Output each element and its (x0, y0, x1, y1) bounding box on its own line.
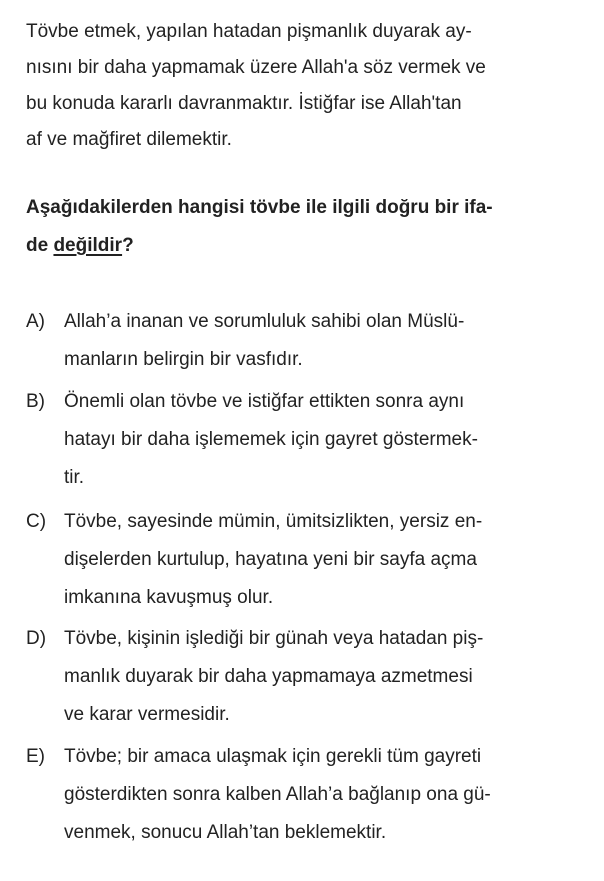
option-letter: A) (26, 311, 45, 332)
passage-line: af ve mağfiret dilemektir. (26, 129, 232, 150)
option-line: hatayı bir daha işlememek için gayret göstermek- (64, 429, 478, 450)
option-line: tir. (64, 467, 85, 488)
question-suffix: ? (122, 235, 134, 256)
question-emphasis: değildir (53, 235, 123, 256)
passage-line: nısını bir daha yapmamak üzere Allah'a söz vermek ve (26, 57, 486, 78)
option-line: imkanına kavuşmuş olur. (64, 587, 274, 608)
option-line: ve karar vermesidir. (64, 704, 230, 725)
passage (26, 14, 578, 158)
option-text (64, 303, 464, 379)
question-prefix: de (26, 235, 54, 256)
option-line: manların belirgin bir vasfıdır. (64, 349, 303, 370)
question-line-2 (26, 227, 578, 265)
option-line: Allah’a inanan ve sorumluluk sahibi olan Müslü- (64, 311, 465, 332)
option-text (64, 738, 491, 852)
passage-line: bu konuda kararlı davranmaktır. İstiğfar ise Allah'tan (26, 93, 462, 114)
option-line: Tövbe, kişinin işlediği bir günah veya hatadan piş- (64, 628, 484, 649)
option-text (64, 620, 483, 734)
option-letter: E) (26, 746, 45, 767)
passage-line: Tövbe etmek, yapılan hatadan pişmanlık duyarak ay- (26, 21, 472, 42)
option-text (64, 503, 482, 617)
option-letter: C) (26, 511, 47, 532)
question-line-1: Aşağıdakilerden hangisi tövbe ile ilgili doğru bir ifa- (26, 197, 493, 218)
option-text (64, 383, 478, 497)
option-line: gösterdikten sonra kalben Allah’a bağlanıp ona gü- (64, 784, 491, 805)
option-line: dişelerden kurtulup, hayatına yeni bir sayfa açma (64, 549, 477, 570)
option-letter: D) (26, 628, 47, 649)
option-line: manlık duyarak bir daha yapmamaya azmetmesi (64, 666, 473, 687)
option-line: Tövbe, sayesinde mümin, ümitsizlikten, yersiz en- (64, 511, 483, 532)
option-letter: B) (26, 391, 45, 412)
option-line: Önemli olan tövbe ve istiğfar ettikten sonra aynı (64, 391, 465, 412)
question-stem (26, 189, 578, 265)
option-line: Tövbe; bir amaca ulaşmak için gerekli tüm gayreti (64, 746, 482, 767)
option-line: venmek, sonucu Allah’tan beklemektir. (64, 822, 387, 843)
